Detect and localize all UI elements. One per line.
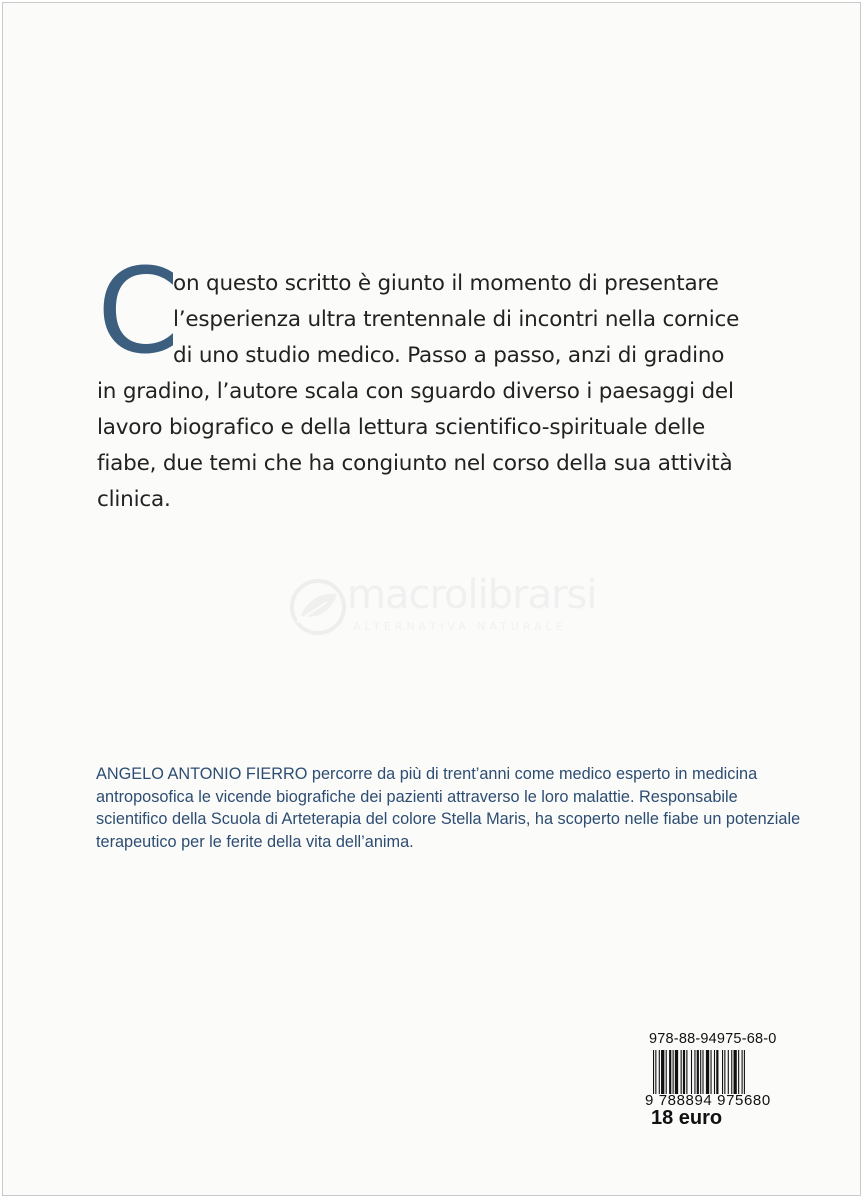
blurb-line: clinica. (97, 487, 171, 512)
blurb-line: l’esperienza ultra trentennale di incontri nella cornice (173, 307, 740, 332)
blurb-line: lavoro biografico e della lettura scientifico-spirituale delle (97, 415, 706, 440)
watermark (287, 568, 607, 648)
blurb-line: di uno studio medico. Passo a passo, anzi di gradino (173, 343, 725, 368)
bio-line: antroposofica le vicende biografiche dei pazienti attraverso le loro malattie. Responsabile (96, 787, 738, 806)
watermark-tagline: ALTERNATIVA NATURALE (353, 620, 567, 633)
drop-cap: C (97, 242, 180, 380)
watermark-name: macrolibrarsi (347, 572, 597, 618)
price-label: 18 euro (651, 1107, 723, 1129)
bio-line: scientifico della Scuola di Arteterapia del colore Stella Maris, ha scoperto nelle fiabe un potenziale (96, 810, 801, 828)
barcode-icon (651, 1050, 791, 1094)
cover-blurb (97, 242, 791, 518)
blurb-line: in gradino, l’autore scala con sguardo diverso i paesaggi del (97, 379, 734, 404)
barcode-block (645, 1031, 791, 1130)
blurb-line: fiabe, due temi che ha congiunto nel corso della sua attività (97, 451, 733, 476)
barcode-digits: 9 788894 975680 (645, 1092, 771, 1109)
isbn-number: 978-88-94975-68-0 (649, 1031, 777, 1047)
blurb-line: on questo scritto è giunto il momento di presentare (173, 271, 719, 296)
leaf-logo-icon (287, 576, 349, 638)
bio-line: ANGELO ANTONIO FIERRO percorre da più di trent’anni come medico esperto in medicina (96, 765, 758, 783)
author-bio (96, 763, 801, 853)
blurb-text (97, 266, 791, 518)
bio-line: terapeutico per le ferite della vita dell’anima. (96, 832, 414, 851)
back-cover (2, 2, 861, 1196)
